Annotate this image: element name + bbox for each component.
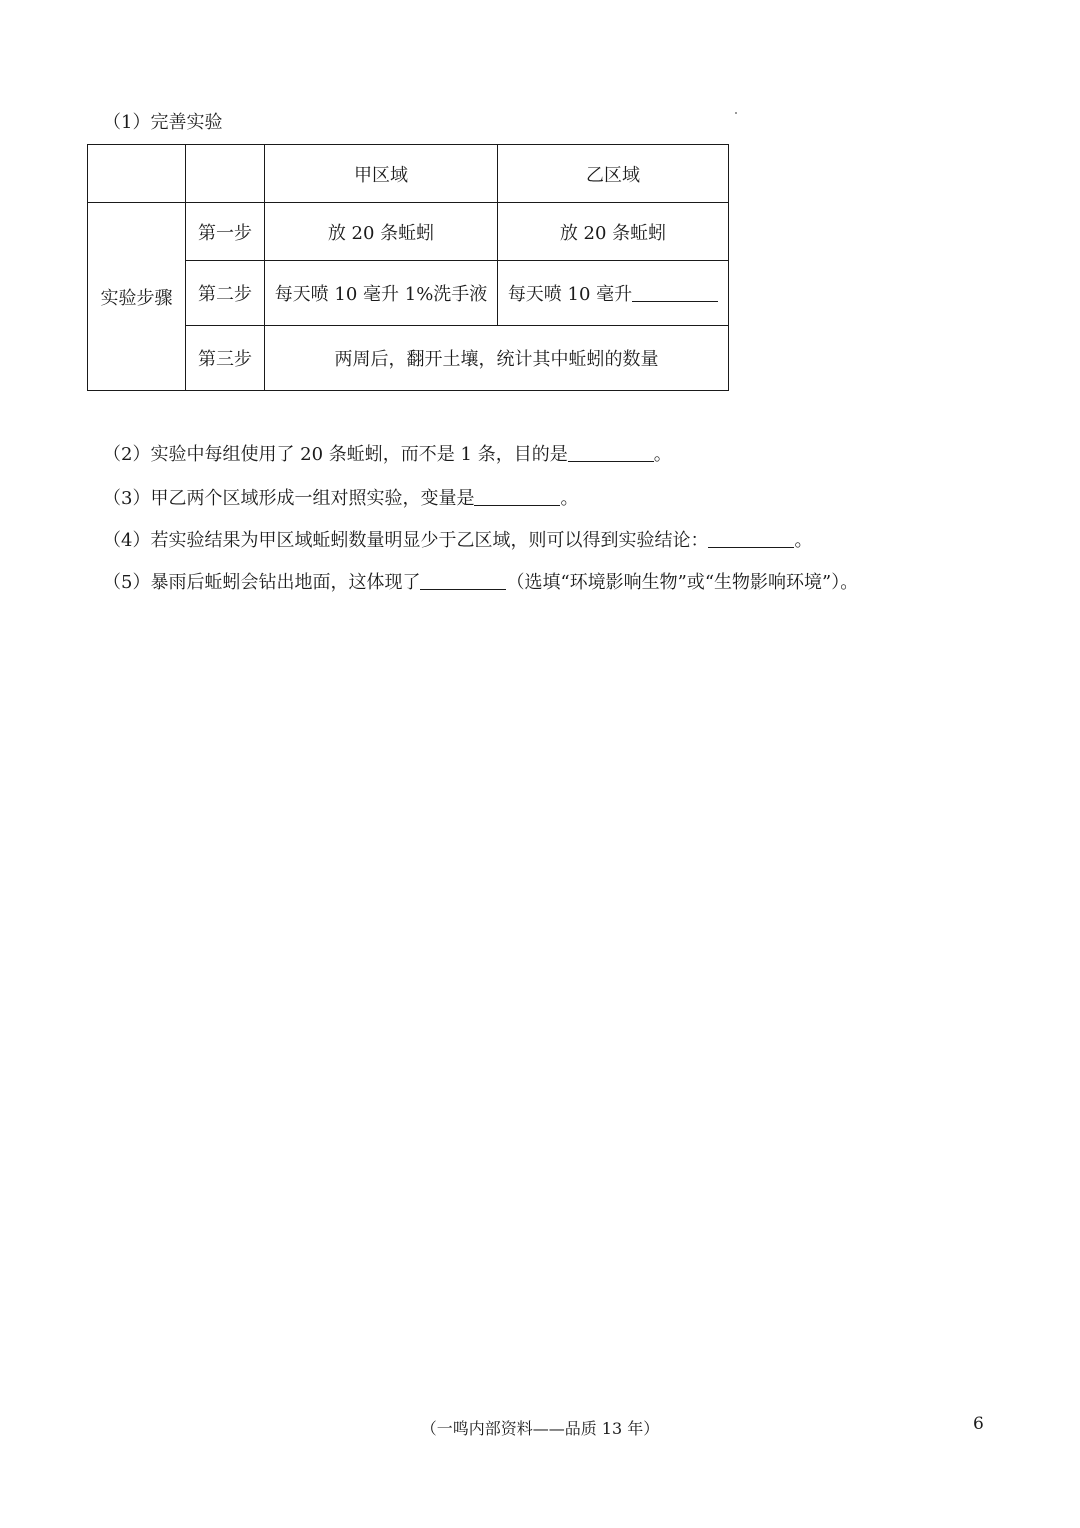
table-corner-cell — [186, 145, 265, 203]
question-4-text: （4）若实验结果为甲区域蚯蚓数量明显少于乙区域，则可以得到实验结论： — [103, 530, 709, 551]
step-2-label: 第二步 — [186, 261, 265, 326]
table-header-row — [88, 145, 729, 203]
dot-mark — [735, 112, 737, 114]
answer-blank[interactable] — [474, 487, 560, 506]
question-3 — [103, 487, 578, 511]
step-2-area-b-text: 每天喷 10 毫升 — [507, 284, 633, 305]
step-3-merged: 两周后，翻开土壤，统计其中蚯蚓的数量 — [265, 326, 729, 391]
question-3-end: 。 — [560, 488, 579, 509]
question-2 — [103, 443, 672, 467]
answer-blank[interactable] — [420, 571, 506, 590]
row-group-label: 实验步骤 — [88, 203, 186, 391]
question-1-label: （1）完善实验 — [103, 112, 223, 133]
answer-blank[interactable] — [708, 529, 794, 548]
question-2-text: （2）实验中每组使用了 20 条蚯蚓，而不是 1 条，目的是 — [103, 444, 568, 465]
step-2-area-b-cell — [498, 261, 729, 326]
step-2-area-a: 每天喷 10 毫升 1%洗手液 — [265, 261, 498, 326]
step-1-label: 第一步 — [186, 203, 265, 261]
table-corner-cell — [88, 145, 186, 203]
step-1-area-b: 放 20 条蚯蚓 — [498, 203, 729, 261]
step-1-area-a: 放 20 条蚯蚓 — [265, 203, 498, 261]
page-number: 6 — [973, 1414, 984, 1434]
table-row — [88, 203, 729, 261]
question-4-end: 。 — [794, 530, 813, 551]
experiment-table — [87, 144, 729, 391]
step-3-label: 第三步 — [186, 326, 265, 391]
answer-blank[interactable] — [632, 283, 718, 302]
header-area-a: 甲区域 — [265, 145, 498, 203]
answer-blank[interactable] — [568, 443, 654, 462]
question-2-end: 。 — [653, 444, 672, 465]
page-footer: （一鸣内部资料——品质 13 年） — [420, 1419, 660, 1438]
question-5 — [103, 571, 858, 595]
question-4 — [103, 529, 812, 553]
question-3-text: （3）甲乙两个区域形成一组对照实验，变量是 — [103, 488, 475, 509]
question-5-text: （5）暴雨后蚯蚓会钻出地面，这体现了 — [103, 572, 421, 593]
header-area-b: 乙区域 — [498, 145, 729, 203]
question-5-end: （选填“环境影响生物”或“生物影响环境”）。 — [506, 572, 859, 593]
